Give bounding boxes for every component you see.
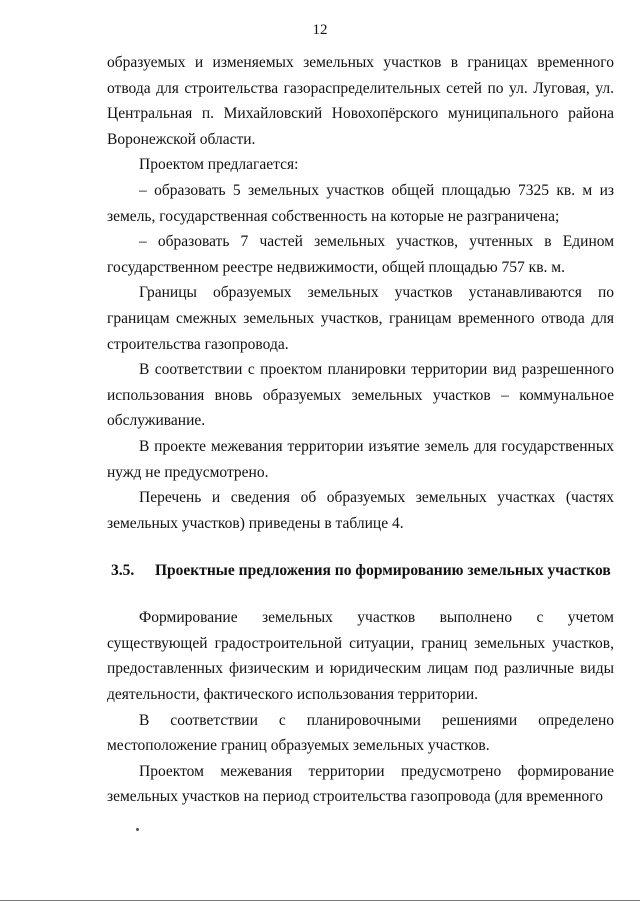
paragraph-permitted-use: В соответствии с проектом планировки территории вид разрешенного использования вновь образуемых земельных участков – коммунальное обслуживание. xyxy=(107,361,614,430)
paragraph-table-reference: Перечень и сведения об образуемых земельных участках (частях земельных участков) приведены в таблице 4. xyxy=(107,489,614,532)
section-title: Проектные предложения по формированию земельных участков xyxy=(155,562,611,580)
list-item-land-plots: – образовать 5 земельных участков общей площадью 7325 кв. м из земель, государственная собственность на которые не разграничена; xyxy=(107,181,614,225)
paragraph-proposed: Проектом предлагается: xyxy=(139,156,299,174)
paragraph-temporary-plots: Проектом межевания территории предусмотрено формирование земельных участков на период строительства газопровода (для временного xyxy=(107,762,614,806)
paragraph-planning-decisions: В соответствии с планировочными решениями определено местоположение границ образуемых земельных участков. xyxy=(107,711,614,755)
paragraph-boundaries: Границы образуемых земельных участков устанавливаются по границам смежных земельных участков, границам временного отвода для строительства газопровода. xyxy=(107,284,614,353)
list-item-plot-parts: – образовать 7 частей земельных участков, учтенных в Едином государственном реестре недвижимости, общей площадью 757 кв. м. xyxy=(107,233,614,276)
paragraph-continuation: образуемых и изменяемых земельных участков в границах временного отвода для строительства газораспределительных сетей по ул. Луговая, ул. Центральная п. Михайловский Новохопёрского муниципального района Воронежской области. xyxy=(107,54,614,148)
paragraph-no-seizure: В проекте межевания территории изъятие земель для государственных нужд не предусмотрено. xyxy=(107,437,614,481)
paragraph-formation: Формирование земельных участков выполнено с учетом существующей градостроительной ситуации, границ земельных участков, предоставленных физическим и юридическим лицам под различные виды деятельности, фактического использования территории. xyxy=(107,609,614,704)
page-bottom-edge xyxy=(0,900,640,901)
section-number: 3.5. xyxy=(111,562,135,580)
scan-speck xyxy=(136,828,139,831)
page-number: 12 xyxy=(312,22,328,38)
document-body xyxy=(107,50,614,810)
section-heading xyxy=(111,560,614,582)
